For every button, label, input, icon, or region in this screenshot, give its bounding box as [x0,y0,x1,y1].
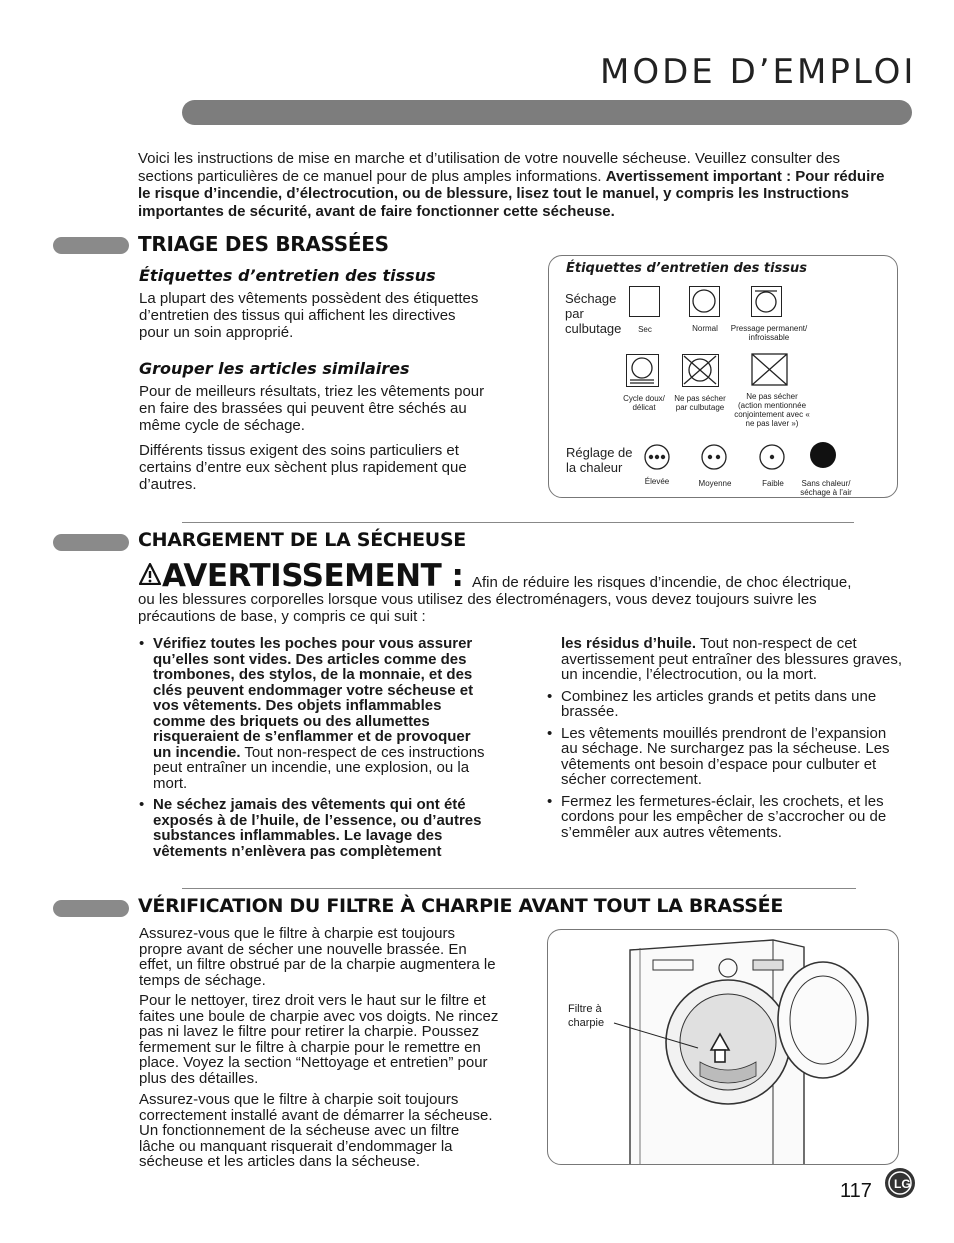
warning-left-column [139,636,493,865]
dryer-illustration [548,930,899,1165]
filter-paragraph-3: Assurez-vous que le filtre à charpie soit toujours correctement installé avant de démarrer la sécheuse. Un fonctionnement de la sécheuse avec un filtre lâche ou manquant risquerait d’endommager la sécheuse et les articles dans la sécheuse. [139,1091,493,1171]
page-title: MODE D’EMPLOI [600,52,917,92]
bullet-combine-items: • Combinez les articles grands et petits dans une brassée. [547,689,903,720]
warning-right-column [547,636,903,846]
no-heat-icon [809,441,837,474]
header-bar [182,100,912,125]
lg-logo-icon [885,1168,915,1198]
section-heading-triage: TRIAGE DES BRASSÉES [138,232,389,256]
care-label-title: Étiquettes d’entretien des tissus [566,261,807,276]
symbol-label-normal: Normal [692,324,718,333]
warning-word: AVERTISSEMENT : [162,558,464,594]
intro-warning: Avertissement important : Pour réduire le risque d’incendie, d’électrocution, ou de blessure, lisez tout le manuel, y compris les Instructions importantes de sécurité, avant de faire fonctionner cette sécheuse. [138,167,885,220]
symbol-label-press: Pressage permanent/ infroissable [730,324,808,342]
page-number: 117 [840,1180,872,1202]
paragraph-care-labels: La plupart des vêtements possèdent des étiquettes d’entretien des tissus qui affichent les directives pour un soin approprié. [139,290,479,341]
symbol-label-gentle: Cycle doux/ délicat [623,394,665,412]
heat-label-none: Sans chaleur/ séchage à l’air [800,479,852,497]
do-not-dry-icon [751,353,788,386]
filter-paragraph-1: Assurez-vous que le filtre à charpie est toujours propre avant de sécher une nouvelle brassée. En effet, un filtre obstrué par de la charpie augmentera le temps de séchage. [139,925,496,989]
dry-square-icon [629,286,660,317]
symbol-label-sec: Sec [638,325,652,334]
callout-lint-filter: Filtre à charpie [568,1003,605,1029]
subheading-group-items: Grouper les articles similaires [139,359,410,378]
divider-line [182,888,856,889]
section-marker-triage [53,237,129,254]
intro-text: Voici les instructions de mise en marche et d’utilisation de votre nouvelle sécheuse. Veuillez consulter des sections particulières de ce manuel pour de plus amples informations. [138,150,841,185]
bullet-close-zippers: • Fermez les fermetures-éclair, les crochets, et les cordons pour les empêcher de s’accrocher ou de s’emmêler aux autres vêtements. [547,794,903,841]
permanent-press-icon [751,286,782,317]
section-heading-filter: VÉRIFICATION DU FILTRE À CHARPIE AVANT TOUT LA BRASSÉE [138,895,784,917]
paragraph-group-items: Pour de meilleurs résultats, triez les vêtements pour en faire des brassées qui peuvent être séchés au même cycle de séchage. [139,383,485,434]
bullet-wet-clothes: • Les vêtements mouillés prendront de l’expansion au séchage. Ne surchargez pas la sécheuse. Les vêtements ont besoin d’espace pour culbuter et sécher correctement. [547,726,903,788]
bullet-check-pockets: • Vérifiez toutes les poches pour vous assurer qu’elles sont vides. Des articles comme des trombones, des stylos, de la monnaie, et des clés peuvent endommager votre sécheuse et vos vêtements. Des objets inflammables comme des briquets ou des allumettes risqueraient de s’enflammer et de provoquer un incendie. Tout non-respect de ces instructions peut entraîner un incendie, une explosion, ou la mort. [139,636,493,791]
warning-continued-text: ou les blessures corporelles lorsque vous utilisez des électroménagers, vous devez toujours suivre les précautions de base, y compris ce qui suit : [138,591,817,625]
symbol-label-no-dry: Ne pas sécher (action mentionnée conjointement avec « ne pas laver ») [734,392,810,428]
bullet-oil-clothes: • Ne séchez jamais des vêtements qui ont été exposés à de l’huile, de l’essence, ou d’autres substances inflammables. Le lavage des vêtements n’enlèvera pas complètement [139,797,493,859]
section-heading-loading: CHARGEMENT DE LA SÉCHEUSE [138,529,466,551]
gentle-cycle-icon [626,354,659,387]
oil-residue-continued: les résidus d’huile. Tout non-respect de cet avertissement peut entraîner des blessures graves, un incendie, l’électrocution, ou la mort. [561,635,903,683]
heat-high-icon [643,443,671,476]
svg-text:LG: LG [894,1177,911,1191]
intro-paragraph [138,150,890,220]
lint-filter-illustration-box [547,929,899,1165]
warning-triangle-icon [139,563,161,590]
heat-setting-label: Réglage de la chaleur [566,445,633,475]
symbol-label-no-tumble: Ne pas sécher par culbutage [674,394,726,412]
section-marker-loading [53,534,129,551]
heat-label-high: Élevée [644,477,670,486]
heat-label-low: Faible [762,479,784,488]
paragraph-fabrics: Différents tissus exigent des soins particuliers et certains d’entre eux sèchent plus rapidement que d’autres. [139,442,467,493]
heat-low-icon [758,443,786,476]
heat-label-medium: Moyenne [698,479,732,488]
section-marker-filter [53,900,129,917]
divider-line [182,522,854,523]
heat-medium-icon [700,443,728,476]
filter-paragraph-2: Pour le nettoyer, tirez droit vers le haut sur le filtre et faites une boule de charpie avec vos doigts. Ne rincez pas ni lavez le filtre pour retirer la charpie. Poussez fermement sur le filtre à charpie pour le remettre en place. Voyez la section “Nettoyage et entretien” pour plus des détailles. [139,992,499,1087]
tumble-dry-label: Séchage par culbutage [565,291,622,336]
subheading-care-labels: Étiquettes d’entretien des tissus [139,266,436,285]
warning-inline-text: Afin de réduire les risques d’incendie, de choc électrique, [472,574,852,591]
tumble-normal-icon [689,286,720,317]
do-not-tumble-dry-icon [682,354,719,387]
